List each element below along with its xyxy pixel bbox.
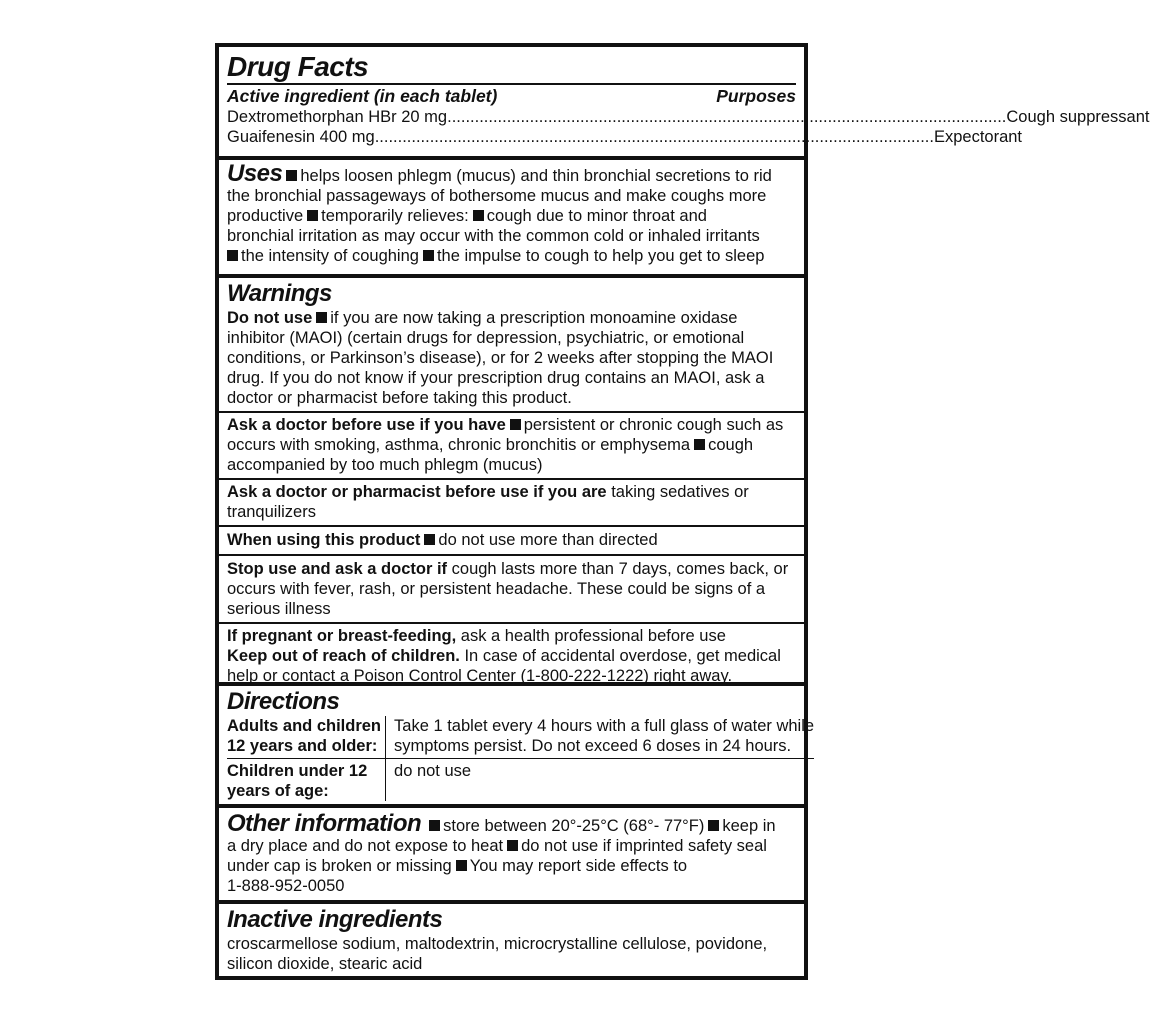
uses-line: bronchial irritation as may occur with the common cold or inhaled irritants [227,227,760,245]
when-using-block: When using this product do not use more than directed [227,531,658,549]
bullet-icon [473,210,484,221]
directions-dosage: do not use [394,762,472,780]
ask-pharmacist-block: Ask a doctor or pharmacist before use if you are taking sedatives or tranquilizers [227,483,749,521]
active-ingredient-row [227,107,1150,127]
dot-leader: .......................................................................................................................... [447,108,1007,126]
warnings-heading: Warnings [227,280,332,307]
drug-facts-label [215,43,1150,980]
bullet-icon [316,312,327,323]
directions-table [227,716,814,801]
directions-heading: Directions [227,688,340,715]
directions-section [219,686,815,804]
ask-doctor-label: Ask a doctor before use if you have [227,416,506,434]
keep-out-block: Keep out of reach of children. In case of accidental overdose, get medical [227,647,781,665]
active-ingredient-row [227,127,1023,147]
uses-section [219,160,804,274]
inactive-ingredients-heading: Inactive ingredients [227,906,443,933]
bullet-icon [507,840,518,851]
do-not-use-label: Do not use [227,309,313,327]
pregnant-block: If pregnant or breast-feeding, ask a health professional before use Keep out of reach of children. In case of accidental overdose, get medical help or contact a Poison Control Center (1-800-222-1222) right away. [227,624,796,686]
directions-dosage: Take 1 tablet every 4 hours with a full glass of water while symptoms persist. Do not exceed 6 doses in 24 hours. [386,716,815,759]
ingredient-purpose: Expectorant [933,128,1023,146]
uses-line: the intensity of coughing the impulse to cough to help you get to sleep [227,246,796,266]
uses-line: productive temporarily relieves: cough due to minor throat and [227,207,707,225]
ask-pharmacist-label: Ask a doctor or pharmacist before use if you are [227,483,607,501]
ingredient-purpose: Cough suppressant [1006,108,1150,126]
active-ingredient-heading: Active ingredient (in each tablet) [227,86,498,106]
bullet-icon [708,820,719,831]
keep-out-label: Keep out of reach of children. [227,647,460,665]
active-ingredients-section [219,47,1150,156]
when-using-label: When using this product [227,531,421,549]
pregnant-label: If pregnant or breast-feeding, [227,627,457,645]
bullet-icon [510,419,521,430]
directions-row [227,716,814,759]
other-information-heading: Other information [227,810,422,837]
drug-facts-title: Drug Facts [227,51,369,82]
purposes-heading: Purposes [716,86,796,106]
bullet-icon [286,170,297,181]
ask-doctor-block: Ask a doctor before use if you have persistent or chronic cough such as occurs with smoking, asthma, chronic bronchitis or emphysema cough accompanied by too much phlegm (mucus) [227,416,784,474]
active-heading-row [227,85,796,107]
bullet-icon [429,820,440,831]
bullet-icon [456,860,467,871]
ingredient-name: Guaifenesin 400 mg [227,128,375,146]
bullet-icon [227,250,238,261]
inactive-ingredients-section: Inactive ingredients croscarmellose sodium, maltodextrin, microcrystalline cellulose, povidone, silicon dioxide, stearic acid [219,904,804,976]
stop-use-block: Stop use and ask a doctor if cough lasts more than 7 days, comes back, or occurs with fever, rash, or persistent headache. These could be signs of a serious illness [227,560,789,618]
side-effects-phone: 1-888-952-0050 [227,877,345,895]
directions-age-group: Adults and children 12 years and older: [227,716,386,759]
do-not-use-block: Do not use if you are now taking a prescription monoamine oxidase inhibitor (MAOI) (certain drugs for depression, psychiatric, or emotional conditions, or Parkinson’s disease), or for 2 weeks after stopping the MAOI drug. If you do not know if your prescription drug contains an MAOI, ask a doctor or pharmacist before taking this product. [227,309,774,407]
bullet-icon [424,534,435,545]
directions-row [227,759,814,802]
uses-line: Uses helps loosen phlegm (mucus) and thin bronchial secretions to rid [227,160,772,187]
warnings-section [219,278,804,685]
directions-age-group: Children under 12 years of age: [227,759,386,802]
uses-heading: Uses [227,160,283,187]
stop-use-label: Stop use and ask a doctor if [227,560,448,578]
other-information-section: Other information store between 20°-25°C (68°- 77°F) keep in a dry place and do not expose to heat do not use if imprinted safety seal under cap is broken or missing You may report side effects to 1-888-952-0050 [219,808,804,900]
bullet-icon [307,210,318,221]
ingredient-name: Dextromethorphan HBr 20 mg [227,108,448,126]
uses-line: the bronchial passageways of bothersome mucus and make coughs more [227,187,767,205]
bullet-icon [694,439,705,450]
dot-leader: .......................................................................................................................... [374,128,934,146]
bullet-icon [423,250,434,261]
